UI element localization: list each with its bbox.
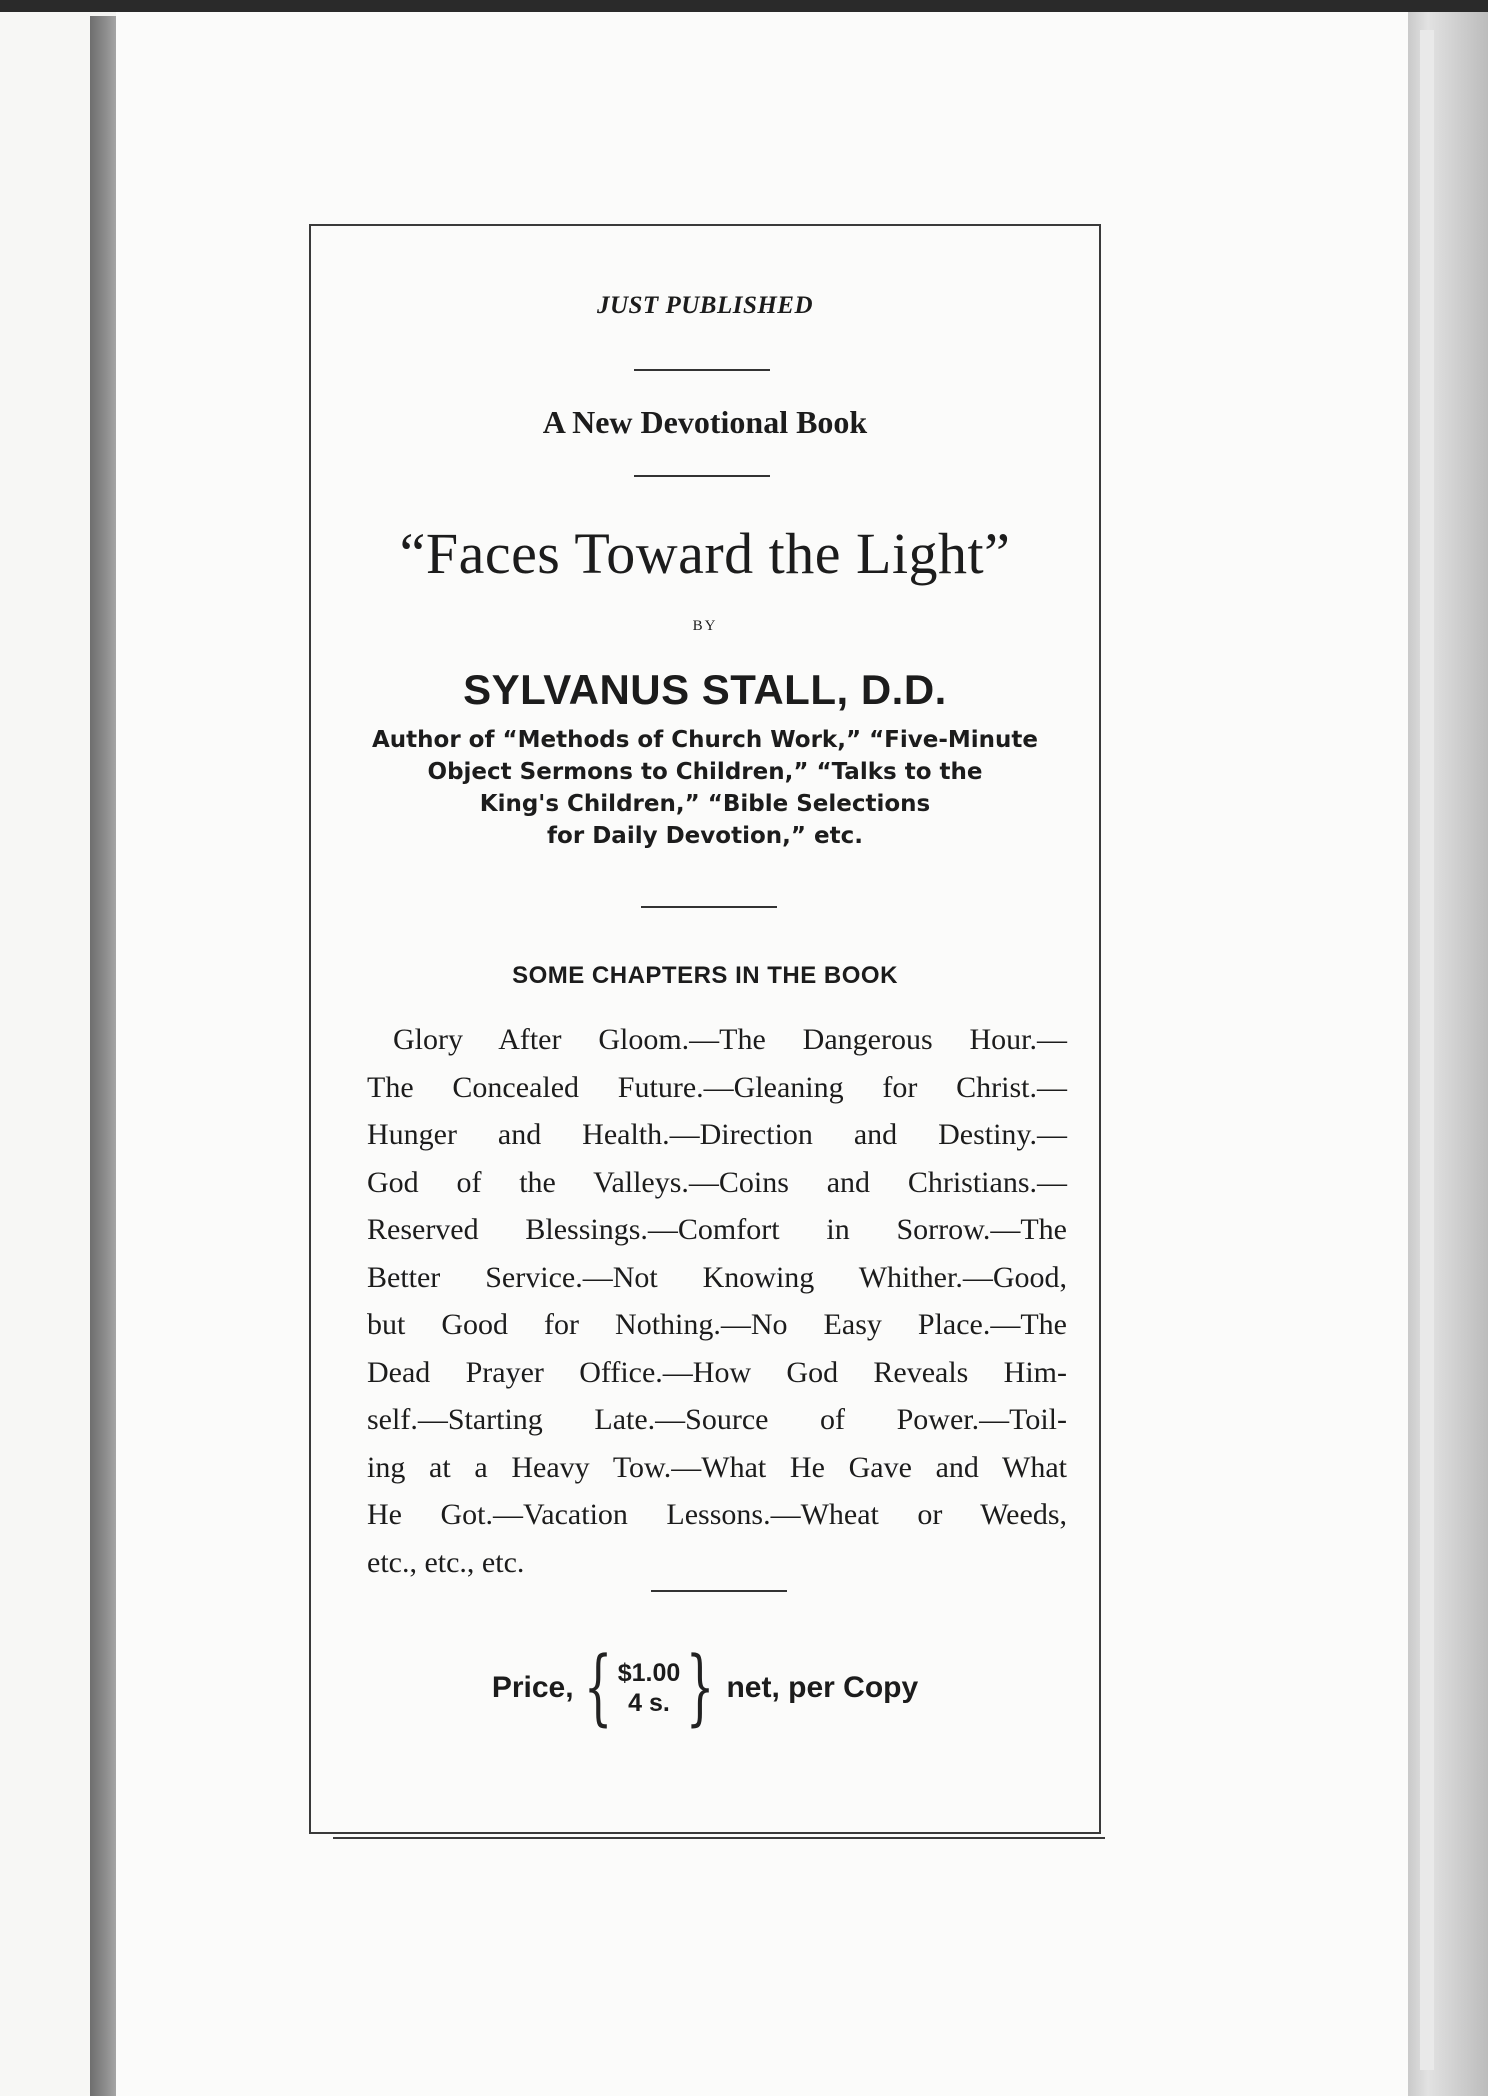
price-label: Price, [491, 1671, 574, 1704]
author-name: SYLVANUS STALL, D.D. [463, 666, 947, 713]
chapter-line: God of the Valleys.—Coins and Christians.— [367, 1165, 1067, 1199]
divider [641, 906, 777, 908]
price-gbp: 4 s. [628, 1689, 670, 1717]
divider [651, 1590, 787, 1592]
price-usd: $1.00 [617, 1659, 681, 1687]
just-published-label: JUST PUBLISHED [596, 292, 814, 319]
chapter-line: Reserved Blessings.—Comfort in Sorrow.—The [367, 1213, 1067, 1246]
divider [634, 475, 770, 477]
chapter-line: Better Service.—Not Knowing Whither.—Good, [367, 1260, 1067, 1294]
right-brace-icon: } [686, 1640, 715, 1735]
chapter-line: self.—Starting Late.—Source of Power.—Toil- [367, 1403, 1067, 1436]
facing-page-edge [0, 12, 90, 2096]
credits-line: Author of “Methods of Church Work,” “Five-Minute [371, 727, 1039, 753]
chapter-line: Hunger and Health.—Direction and Destiny.— [367, 1118, 1067, 1151]
left-brace-icon: { [583, 1640, 612, 1735]
credits-line: for Daily Devotion,” etc. [547, 823, 863, 849]
scan-top-edge [0, 0, 1488, 12]
price-amounts [618, 1658, 681, 1718]
book-title: “Faces Toward the Light” [399, 521, 1011, 586]
book-spine [90, 16, 116, 2096]
author-credits [311, 724, 1099, 852]
chapter-line: The Concealed Future.—Gleaning for Christ.— [367, 1070, 1067, 1104]
book-subtitle: A New Devotional Book [542, 404, 868, 440]
advertisement-box [309, 224, 1101, 1834]
chapters-heading: SOME CHAPTERS IN THE BOOK [512, 962, 898, 989]
divider [634, 369, 770, 371]
chapter-line: ing at a Heavy Tow.—What He Gave and What [367, 1450, 1067, 1484]
chapter-line: He Got.—Vacation Lessons.—Wheat or Weeds, [367, 1498, 1067, 1531]
by-label: BY [692, 618, 718, 634]
price-line [311, 1640, 1099, 1735]
credits-line: Object Sermons to Children,” “Talks to the [427, 759, 983, 785]
chapter-line: Glory After Gloom.—The Dangerous Hour.— [393, 1023, 1067, 1056]
box-bottom-rule [333, 1837, 1105, 1839]
chapter-line: etc., etc., etc. [367, 1545, 525, 1579]
chapter-line: Dead Prayer Office.—How God Reveals Him- [367, 1355, 1067, 1389]
price-suffix: net, per Copy [726, 1671, 919, 1704]
page-edge-highlight [1420, 30, 1434, 2070]
chapters-list [367, 1016, 1067, 1586]
credits-line: King's Children,” “Bible Selections [479, 791, 931, 817]
chapter-line: but Good for Nothing.—No Easy Place.—The [367, 1308, 1067, 1341]
